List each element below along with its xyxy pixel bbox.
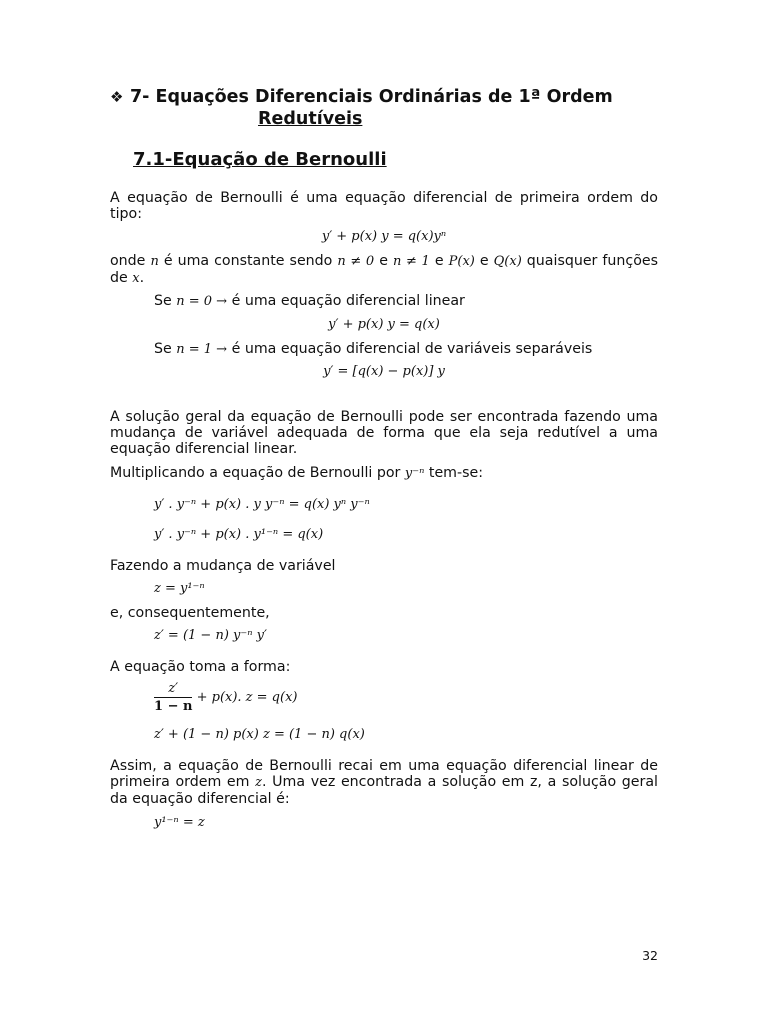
paragraph-multiply: Multiplicando a equação de Bernoulli por y⁻ⁿ tem-se: [110,465,484,481]
page-number: 32 [642,948,658,963]
equation-separable: y′ = [q(x) − p(x)] y [323,364,445,379]
equation-derivative: z′ = (1 − n) y⁻ⁿ y′ [154,628,267,643]
diamond-bullet-icon: ❖ [110,88,124,106]
fraction-denominator: 1 − n [154,699,193,714]
paragraph-form: A equação toma a forma: [110,659,291,675]
case-linear: Se n = 0 → é uma equação diferencial linear [154,293,465,309]
paragraph-intro: A equação de Bernoulli é uma equação diferencial de primeira ordem do tipo: [110,190,658,222]
fraction-rest: + p(x). z = q(x) [196,690,298,705]
chapter-heading [110,86,670,130]
case-separable: Se n = 1 → é uma equação diferencial de variáveis separáveis [154,341,593,357]
equation-final: y¹⁻ⁿ = z [154,815,205,830]
section-title: 7.1-Equação de Bernoulli [133,149,387,170]
equation-linear: y′ + p(x) y = q(x) [328,317,440,332]
equation-linear-in-z: z′ + (1 − n) p(x) z = (1 − n) q(x) [154,727,365,742]
equation-bernoulli: y′ + p(x) y = q(x)yⁿ [321,229,447,244]
equation-substitution: z = y¹⁻ⁿ [154,581,205,596]
equation-multiply-2: y′ . y⁻ⁿ + p(x) . y¹⁻ⁿ = q(x) [154,527,324,542]
chapter-title-line2: Redutíveis [258,109,363,129]
fraction [154,680,192,715]
paragraph-general-solution: A solução geral da equação de Bernoulli pode ser encontrada fazendo uma mudança de variável adequada de forma que ela seja redutível a uma equação diferencial linear. [110,409,658,457]
fraction-numerator: z′ [154,680,192,698]
equation-multiply-1: y′ . y⁻ⁿ + p(x) . y y⁻ⁿ = q(x) yⁿ y⁻ⁿ [154,497,370,512]
paragraph-consequently: e, consequentemente, [110,605,270,621]
chapter-title-line1: 7- Equações Diferenciais Ordinárias de 1ª Ordem [130,87,613,107]
paragraph-conclusion: Assim, a equação de Bernoulli recai em uma equação diferencial linear de primeira ordem em z. Uma vez encontrada a solução em z, a solução geral da equação diferencial é: [110,758,658,807]
paragraph-conditions: onde n é uma constante sendo n ≠ 0 e n ≠ 1 e P(x) e Q(x) quaisquer funções de x. [110,253,658,286]
paragraph-substitution: Fazendo a mudança de variável [110,558,336,574]
equation-fraction-form [154,680,297,715]
